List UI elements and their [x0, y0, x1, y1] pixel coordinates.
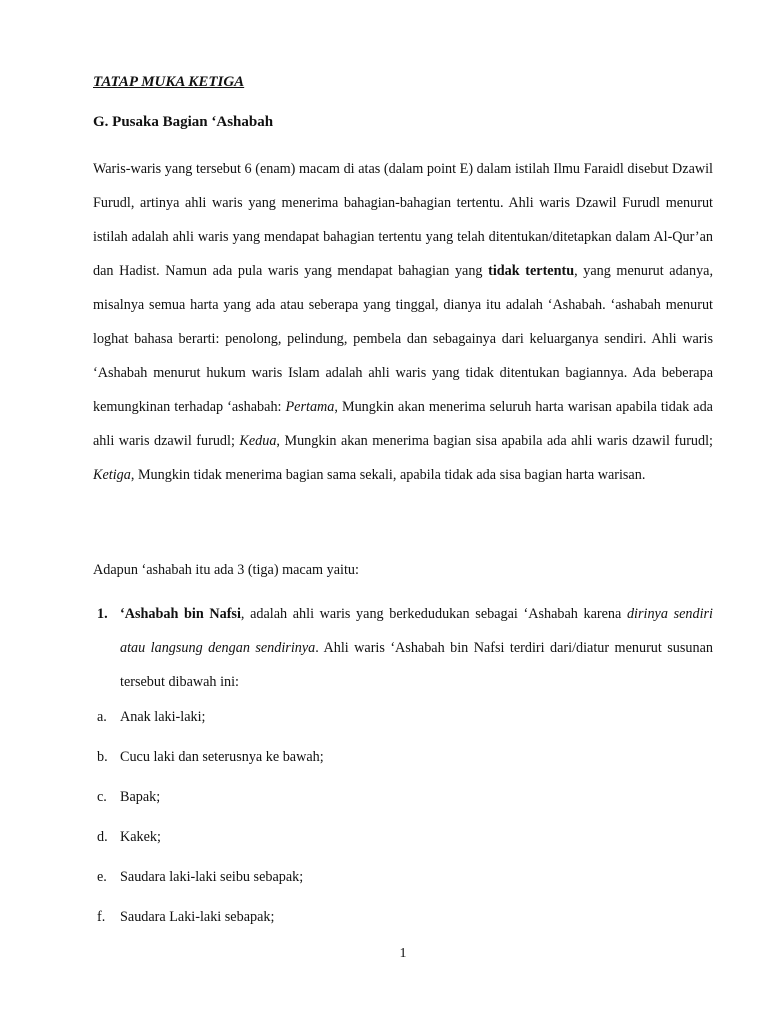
intro-line: Adapun ‘ashabah itu ada 3 (tiga) macam yaitu: [93, 562, 359, 578]
italic-term: Ketiga [93, 467, 131, 483]
numbered-item-text [120, 597, 713, 699]
list-number: 1. [97, 606, 108, 622]
alpha-list-item [93, 707, 713, 727]
list-item-text: Bapak; [120, 789, 161, 805]
list-item-text: Saudara Laki-laki sebapak; [120, 909, 275, 925]
alpha-list-item [93, 907, 713, 927]
page-number: 1 [399, 946, 407, 961]
list-letter: e. [97, 869, 107, 885]
list-item-text: Kakek; [120, 829, 161, 845]
italic-phrase: dirinya sendiri atau langsung dengan sendirinya [120, 606, 713, 656]
list-item-text: Saudara laki-laki seibu sebapak; [120, 869, 304, 885]
body-paragraph [93, 152, 713, 492]
list-letter: b. [97, 749, 108, 765]
paragraph-text: , Mungkin akan menerima bagian sisa apabila ada ahli waris dzawil furudl; [276, 433, 713, 449]
section-heading: G. Pusaka Bagian ‘Ashabah [93, 114, 274, 130]
paragraph-text: , Mungkin tidak menerima bagian sama sekali, apabila tidak ada sisa bagian harta warisan. [130, 467, 646, 483]
bold-term: ‘Ashabah bin Nafsi [120, 606, 241, 622]
list-letter: a. [97, 709, 107, 725]
item-text: , adalah ahli waris yang berkedudukan sebagai ‘Ashabah karena [240, 606, 627, 622]
alpha-list-item [93, 787, 713, 807]
paragraph-text: Waris-waris yang tersebut 6 (enam) macam di atas (dalam point E) dalam istilah Ilmu Faraidl disebut Dzawil Furudl, artinya ahli waris yang menerima bahagian-bahagian tertentu. Ahli waris Dzawil Furudl menurut istilah adalah ahli waris yang mendapat bahagian tertentu yang telah ditentukan/ditetapkan dalam Al-Qur’an dan Hadist. Namun ada pula waris yang mendapat bahagian yang [93, 161, 713, 279]
list-item-text: Cucu laki dan seterusnya ke bawah; [120, 749, 324, 765]
list-letter: c. [97, 789, 107, 805]
paragraph-text: , yang menurut adanya, misalnya semua harta yang ada atau seberapa yang tinggal, dianya itu adalah ‘Ashabah. ‘ashabah menurut loghat bahasa berarti: penolong, pelindung, pembela dan sebagainya dari keluarganya sendiri. Ahli waris ‘Ashabah menurut hukum waris Islam adalah ahli waris yang tidak ditentukan bagiannya. Ada beberapa kemungkinan terhadap ‘ashabah: [93, 263, 714, 415]
chapter-title: TATAP MUKA KETIGA [93, 74, 245, 90]
numbered-list-item [93, 597, 713, 699]
list-letter: f. [97, 909, 106, 925]
alpha-list-item [93, 827, 713, 847]
alpha-list-item [93, 747, 713, 767]
bold-term: tidak tertentu [488, 263, 575, 279]
alpha-list-item [93, 867, 713, 887]
italic-term: Kedua [239, 433, 277, 449]
paragraph-text: , Mungkin akan menerima seluruh harta warisan apabila tidak ada ahli waris dzawil furudl; [93, 399, 713, 449]
list-item-text: Anak laki-laki; [120, 709, 206, 725]
italic-term: Pertama [285, 399, 335, 415]
item-text: . Ahli waris ‘Ashabah bin Nafsi terdiri dari/diatur menurut susunan tersebut dibawah ini: [120, 640, 713, 690]
list-letter: d. [97, 829, 108, 845]
